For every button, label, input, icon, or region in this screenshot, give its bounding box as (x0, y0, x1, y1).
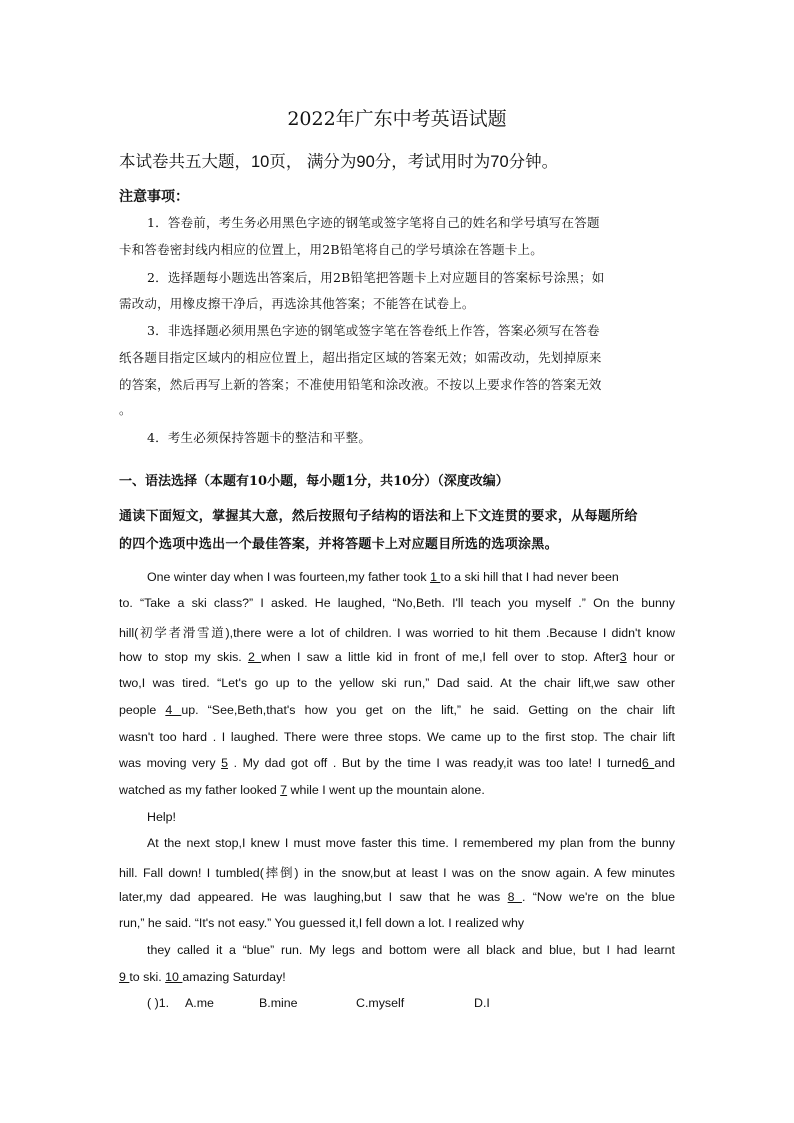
option-a: A.me (185, 996, 214, 1010)
page-title: 2022年广东中考英语试题 (287, 108, 507, 130)
blank-2: 2 (247, 650, 262, 664)
option-c: C.myself (356, 996, 405, 1010)
blank-5: 5 (221, 756, 228, 770)
exam-intro: 本试卷共五大题，10页， 满分为90分，考试用时为70分钟。 (119, 153, 559, 171)
blank-6: 6 (641, 756, 655, 770)
question-1-bracket: ( )1. (147, 996, 170, 1010)
notice-line: 的答案，然后再写上新的答案；不准使用铅笔和涂改液。不按以上要求作答的答案无效 (119, 377, 602, 392)
passage-line: At the next stop,I knew I must move faster this time. I remembered my plan from the bunny (147, 836, 675, 850)
option-b: B.mine (259, 996, 298, 1010)
blank-4: 4 (165, 703, 182, 717)
notice-line: 纸各题目指定区域内的相应位置上，超出指定区域的答案无效；如需改动，先划掉原来 (119, 350, 602, 365)
blank-3: 3 (619, 650, 627, 664)
passage-line: they called it a “blue” run. My legs and bottom were all black and blue, but I had learnt (147, 943, 675, 957)
section-heading: 一、语法选择（本题有10小题，每小题1分，共10分）（深度改编） (119, 474, 509, 489)
passage-line: was moving very 5 . My dad got off . But by the time I was ready,it was too late! I turned6 and (119, 756, 675, 770)
section-instructions: 通读下面短文，掌握其大意，然后按照句子结构的语法和上下文连贯的要求，从每题所给 (119, 509, 638, 524)
notice-line: 1．答卷前，考生务必用黑色字迹的钢笔或签字笔将自己的姓名和学号填写在答题 (147, 215, 600, 230)
passage-line: to. “Take a ski class?” I asked. He laughed, “No,Beth. I'll teach you myself .” On the bunny (119, 596, 675, 610)
passage-line: One winter day when I was fourteen,my father took 1 to a ski hill that I had never been (147, 570, 619, 584)
passage-line: later,my dad appeared. He was laughing,but I saw that he was 8 . “Now we're on the blue (119, 890, 675, 904)
passage-line: run,” he said. “It's not easy.” You guessed it,I fell down a lot. I realized why (119, 916, 525, 930)
passage-line: Help! (147, 810, 176, 824)
notice-line: 4．考生必须保持答题卡的整洁和平整。 (147, 430, 372, 445)
notice-line: 需改动，用橡皮擦干净后，再选涂其他答案；不能答在试卷上。 (119, 296, 475, 311)
section-instructions: 的四个选项中选出一个最佳答案，并将答题卡上对应题目所选的选项涂黑。 (119, 537, 558, 552)
blank-7: 7 (280, 783, 288, 797)
passage-line: hill. Fall down! I tumbled(摔倒) in the snow,but at least I was on the snow again. A few minutes (119, 866, 675, 880)
passage-line: watched as my father looked 7 while I went up the mountain alone. (119, 783, 485, 797)
blank-8: 8 (507, 890, 522, 904)
option-d: D.I (474, 996, 490, 1010)
passage-line: people 4 up. “See,Beth,that's how you get on the lift,” he said. Getting on the chair lift (119, 703, 675, 717)
passage-line: hill(初学者滑雪道),there were a lot of children. I was worried to hit them .Because I didn't know (119, 626, 675, 640)
blank-9: 9 (119, 970, 130, 984)
passage-line: how to stop my skis. 2 when I saw a little kid in front of me,I fell over to stop. After3 hour or (119, 650, 675, 664)
notice-line: 。 (119, 402, 132, 417)
notice-line: 2．选择题每小题选出答案后，用2B铅笔把答题卡上对应题目的答案标号涂黑；如 (147, 270, 605, 285)
passage-line: two,I was tired. “Let's go up to the yellow ski run,” Dad said. At the chair lift,we saw other (119, 676, 675, 690)
notice-line: 3．非选择题必须用黑色字迹的钢笔或签字笔在答卷纸上作答，答案必须写在答卷 (147, 323, 600, 338)
passage-line: 9 to ski. 10 amazing Saturday! (119, 970, 286, 984)
notice-line: 卡和答卷密封线内相应的位置上，用2B铅笔将自己的学号填涂在答题卡上。 (119, 242, 543, 257)
passage-line: wasn't too hard . I laughed. There were three stops. We came up to the first stop. The chair lift (119, 730, 675, 744)
blank-1: 1 (430, 570, 441, 584)
notice-heading: 注意事项： (119, 189, 189, 205)
blank-10: 10 (165, 970, 183, 984)
